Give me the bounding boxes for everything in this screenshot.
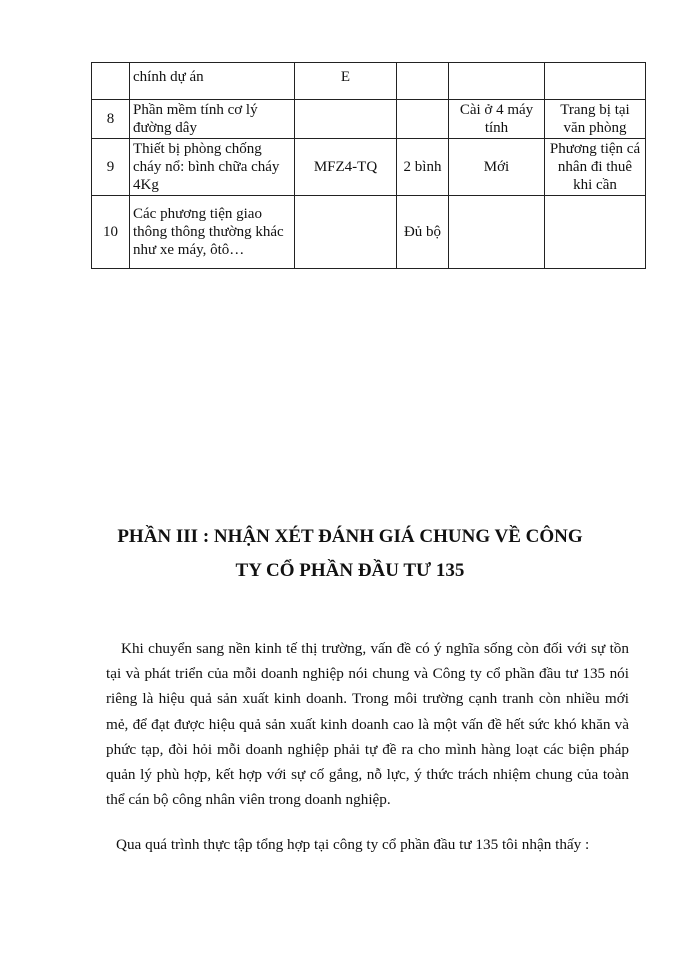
condition-cell [449,196,545,269]
quantity-cell: 2 bình [397,139,449,196]
row-number-cell [92,63,130,100]
quantity-cell [397,100,449,139]
note-cell [545,63,646,100]
section-heading-line-1: PHẦN III : NHẬN XÉT ĐÁNH GIÁ CHUNG VỀ CÔNG [117,526,583,547]
equipment-table [91,62,646,269]
note-cell [545,196,646,269]
row-number-cell: 8 [92,100,130,139]
body-paragraph-text: Khi chuyển sang nền kinh tế thị trường, vấn đề có ý nghĩa sống còn đối với sự tồn tại và phát triển của mỗi doanh nghiệp nói chung và Công ty cổ phần đầu tư 135 nói riêng là hiệu quả sản xuất kinh doanh. Trong môi trường cạnh tranh còn nhiều mới mẻ, để đạt được hiệu quả sản xuất kinh doanh cao là một vấn đề hết sức khó khăn và phức tạp, đòi hỏi mỗi doanh nghiệp phải tự đề ra cho mình hàng loạt các biện pháp quản lý phù hợp, kết hợp với sự cố gắng, nỗ lực, ý thức trách nhiệm chung của toàn thể cán bộ công nhân viên trong doanh nghiệp. [106,640,629,809]
table-row [92,196,646,269]
note-cell: Trang bị tại văn phòng [545,100,646,139]
quantity-cell [397,63,449,100]
quantity-cell: Đủ bộ [397,196,449,269]
closing-sentence: Qua quá trình thực tập tổng hợp tại công ty cổ phần đầu tư 135 tôi nhận thấy : [116,836,590,853]
table-row [92,100,646,139]
model-code-cell: MFZ4-TQ [295,139,397,196]
equipment-name-cell: Các phương tiện giao thông thông thường khác như xe máy, ôtô… [130,196,295,269]
table-row [92,139,646,196]
body-paragraph [106,636,629,812]
section-heading [60,520,640,588]
section-heading-line-2: TY CỔ PHẦN ĐẦU TƯ 135 [235,560,465,581]
equipment-name-cell: chính dự án [130,63,295,100]
table-row [92,63,646,100]
condition-cell [449,63,545,100]
equipment-name-cell: Phần mềm tính cơ lý đường dây [130,100,295,139]
model-code-cell: E [295,63,397,100]
model-code-cell [295,100,397,139]
note-cell: Phương tiện cá nhân đi thuê khi cần [545,139,646,196]
model-code-cell [295,196,397,269]
row-number-cell: 9 [92,139,130,196]
condition-cell: Cài ở 4 máy tính [449,100,545,139]
row-number-cell: 10 [92,196,130,269]
equipment-name-cell: Thiết bị phòng chống cháy nổ: bình chữa cháy 4Kg [130,139,295,196]
condition-cell: Mới [449,139,545,196]
